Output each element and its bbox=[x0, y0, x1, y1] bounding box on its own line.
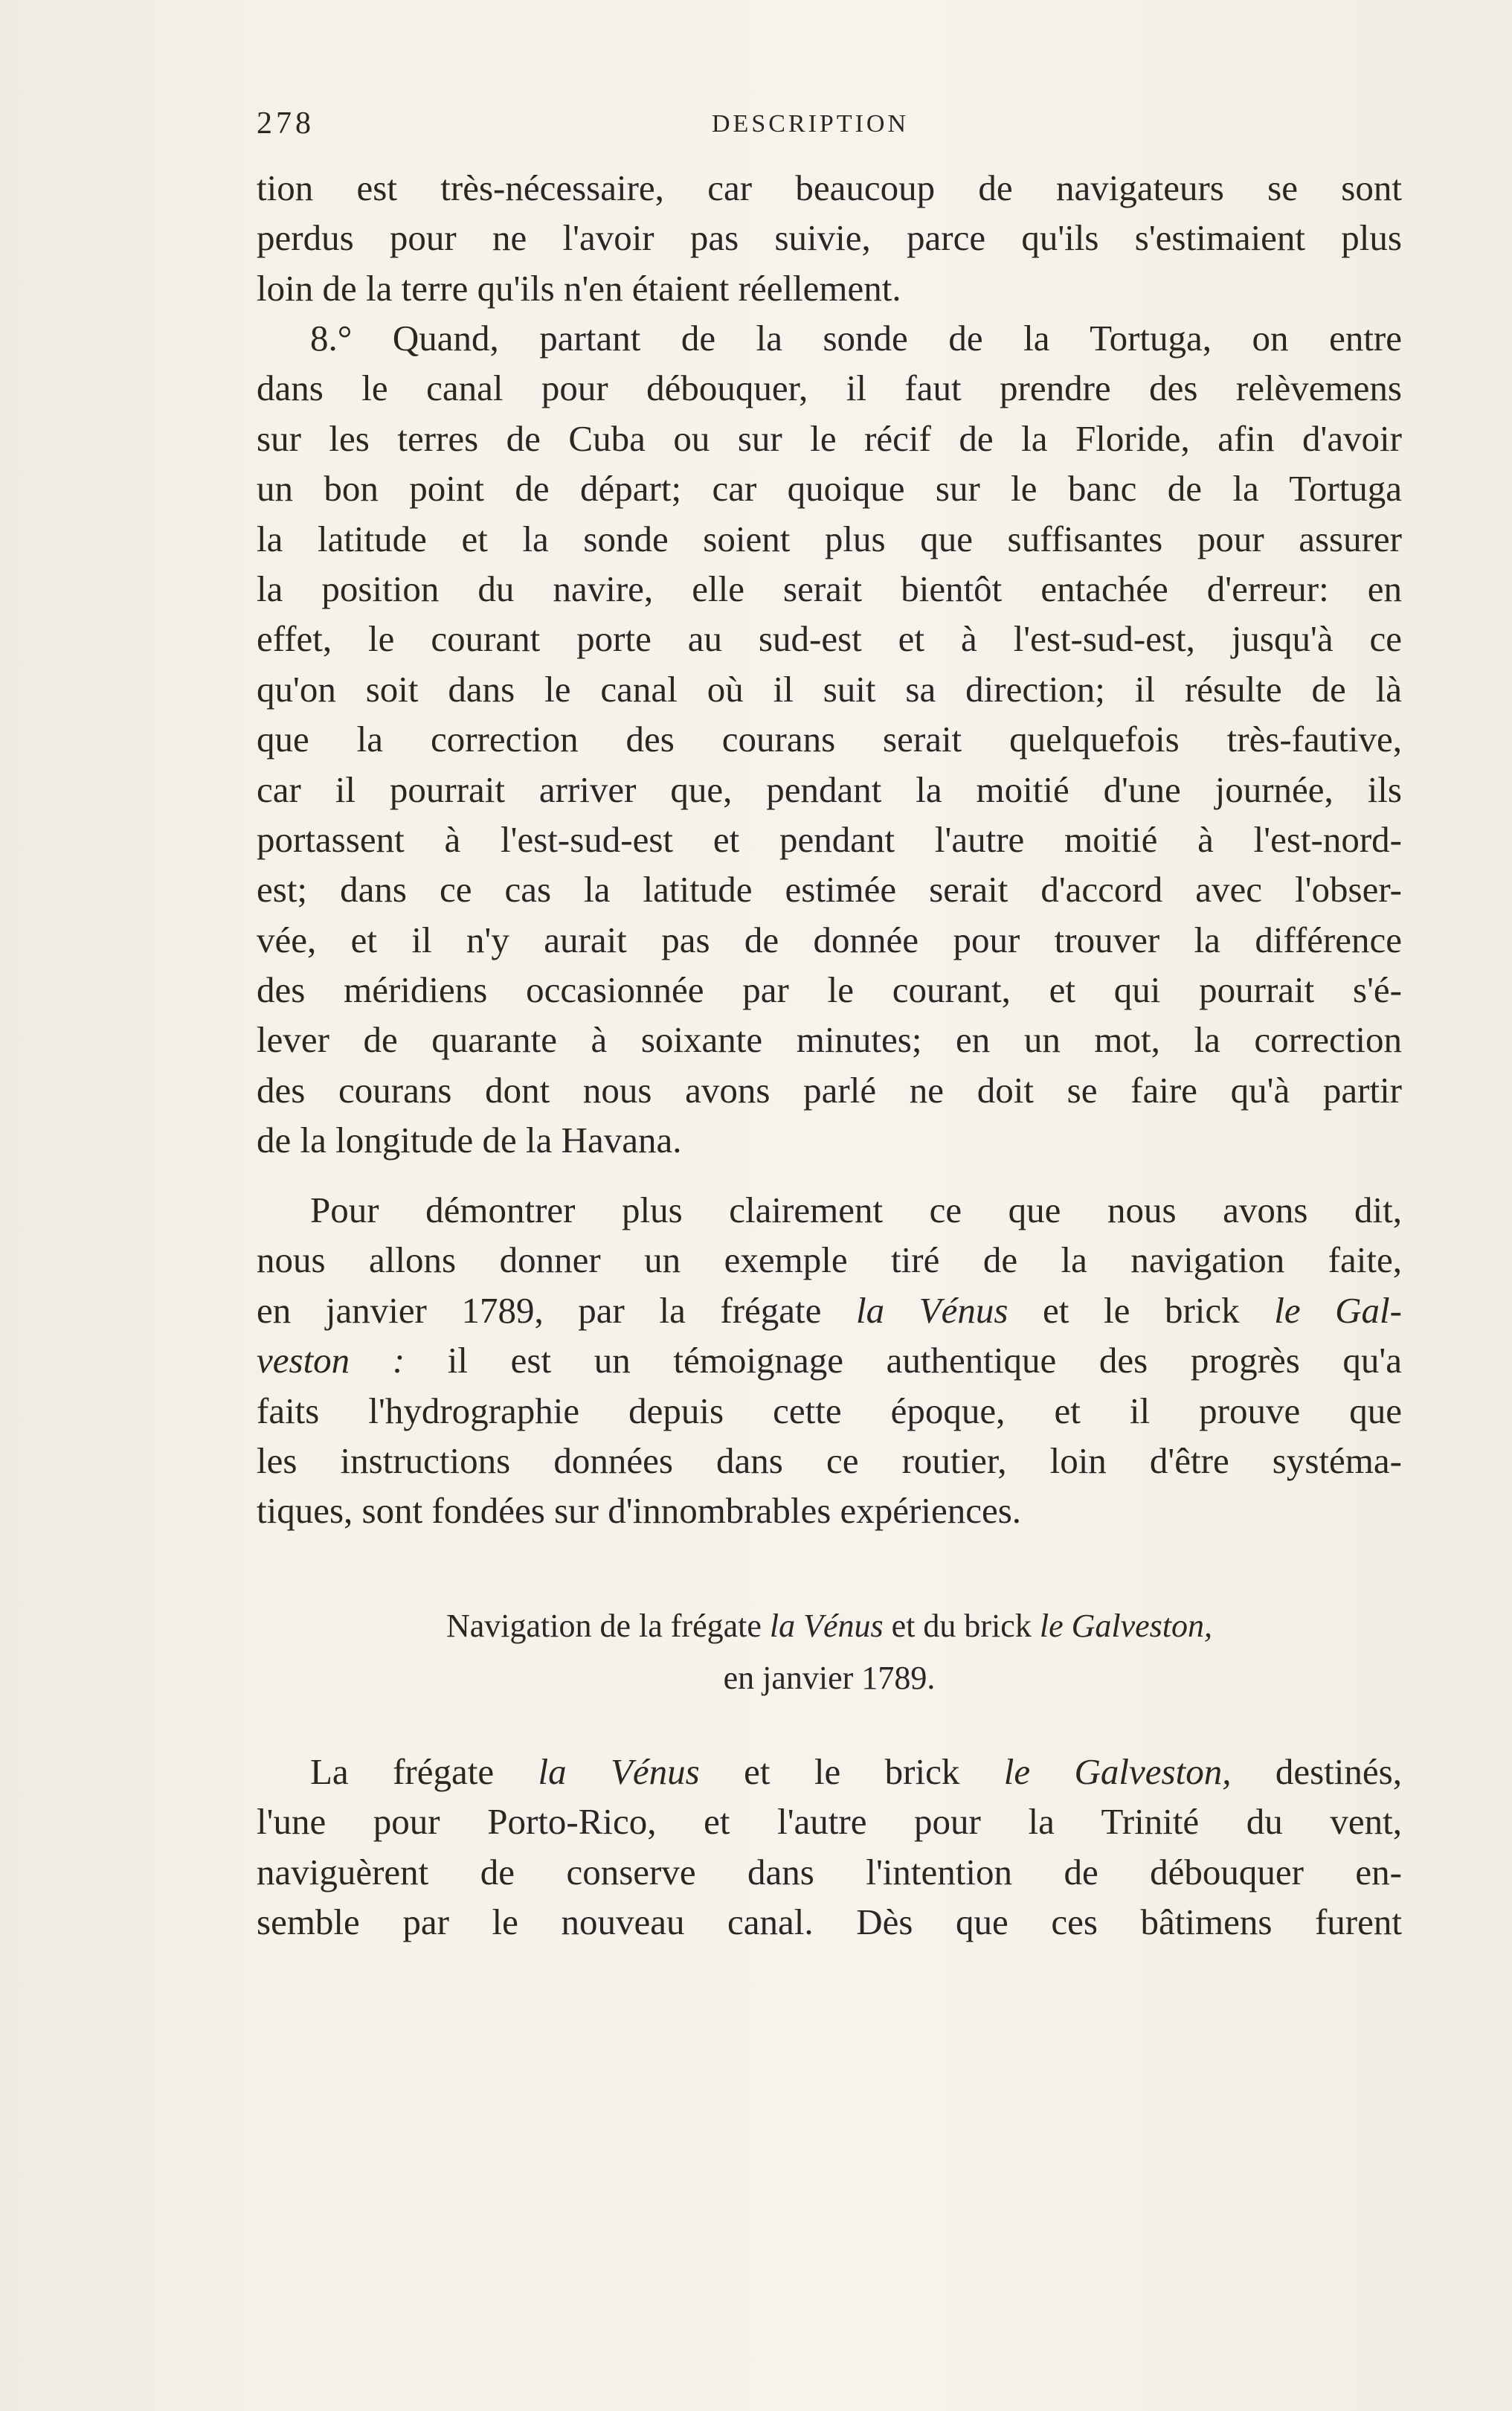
text-line: des courans dont nous avons parlé ne doit se faire qu'à partir bbox=[257, 1069, 1402, 1111]
text-line: semble par le nouveau canal. Dès que ces bâtimens furent bbox=[257, 1901, 1402, 1943]
text-line: l'une pour Porto-Rico, et l'autre pour la Trinité du vent, bbox=[257, 1801, 1402, 1843]
text-line: vée, et il n'y aurait pas de donnée pour trouver la différence bbox=[257, 919, 1402, 960]
text-line: faits l'hydrographie depuis cette époque, et il prouve que bbox=[257, 1390, 1402, 1431]
text-line: sur les terres de Cuba ou sur le récif de la Floride, afin d'avoir bbox=[257, 417, 1402, 459]
text-line: des méridiens occasionnée par le courant, et qui pourrait s'é- bbox=[257, 969, 1402, 1011]
ship-name-galveston-cont: veston : bbox=[257, 1340, 405, 1381]
text-line: effet, le courant porte au sud-est et à l'est-sud-est, jusqu'à ce bbox=[257, 618, 1402, 660]
page-number: 278 bbox=[257, 106, 315, 141]
text-line: que la correction des courans serait quelquefois très-fautive, bbox=[257, 719, 1402, 760]
text-line: dans le canal pour débouquer, il faut prendre des relèvemens bbox=[257, 367, 1402, 409]
section-title-date: en janvier 1789. bbox=[723, 1660, 936, 1696]
text-line: tion est très-nécessaire, car beaucoup de navigateurs se sont bbox=[257, 167, 1402, 208]
paragraph-example bbox=[257, 1185, 1402, 1536]
paragraph-navigation bbox=[257, 1747, 1402, 1948]
text-segment: en janvier 1789, par la frégate bbox=[257, 1289, 856, 1331]
text-line-mixed bbox=[257, 1747, 1402, 1797]
paragraph-continuation bbox=[257, 163, 1402, 313]
paragraph-point-8 bbox=[257, 313, 1402, 1166]
text-segment: et le brick bbox=[1008, 1289, 1275, 1331]
text-segment: et le brick bbox=[699, 1751, 1004, 1792]
text-line: loin de la terre qu'ils n'en étaient réellement. bbox=[257, 267, 901, 309]
text-line-mixed bbox=[257, 1335, 1402, 1385]
ship-name-venus: la Vénus bbox=[538, 1751, 700, 1792]
section-title-line bbox=[257, 1600, 1402, 1652]
ship-name-galveston: le Galveston, bbox=[1003, 1751, 1232, 1792]
text-line: la position du navire, elle serait bientôt entachée d'erreur: en bbox=[257, 568, 1402, 609]
text-line: 8.° Quand, partant de la sonde de la Tortuga, on entre bbox=[310, 318, 1402, 359]
text-line: portassent à l'est-sud-est et pendant l'autre moitié à l'est-nord- bbox=[257, 818, 1402, 860]
text-line: perdus pour ne l'avoir pas suivie, parce qu'ils s'estimaient plus bbox=[257, 217, 1402, 259]
text-line: Pour démontrer plus clairement ce que nous avons dit, bbox=[310, 1190, 1402, 1230]
text-line: car il pourrait arriver que, pendant la moitié d'une journée, ils bbox=[257, 768, 1402, 810]
running-title: DESCRIPTION bbox=[712, 110, 910, 138]
text-segment: et du brick bbox=[883, 1608, 1040, 1644]
text-line: lever de quarante à soixante minutes; en un mot, la correction bbox=[257, 1019, 1402, 1061]
ship-name-venus: la Vénus bbox=[769, 1608, 884, 1644]
ship-name-galveston: le Galveston, bbox=[1039, 1608, 1213, 1644]
ship-name-venus: la Vénus bbox=[856, 1289, 1008, 1331]
text-line: qu'on soit dans le canal où il suit sa direction; il résulte de là bbox=[257, 668, 1402, 710]
text-line: la latitude et la sonde soient plus que suffisantes pour assurer bbox=[257, 518, 1402, 559]
page-header bbox=[257, 106, 1402, 150]
text-segment: La frégate bbox=[310, 1751, 538, 1792]
text-line: est; dans ce cas la latitude estimée serait d'accord avec l'obser- bbox=[257, 869, 1402, 911]
text-line: un bon point de départ; car quoique sur le banc de la Tortuga bbox=[257, 468, 1402, 510]
text-line: nous allons donner un exemple tiré de la navigation faite, bbox=[257, 1239, 1402, 1281]
text-segment: Navigation de la frégate bbox=[445, 1608, 770, 1644]
text-line: tiques, sont fondées sur d'innombrables expériences. bbox=[257, 1490, 1022, 1532]
text-segment: il est un témoignage authentique des progrès qu'a bbox=[405, 1340, 1403, 1381]
text-line: les instructions données dans ce routier, loin d'être systéma- bbox=[257, 1439, 1402, 1481]
section-title bbox=[257, 1600, 1402, 1704]
text-line: naviguèrent de conserve dans l'intention de débouquer en- bbox=[257, 1851, 1402, 1892]
text-segment: destinés, bbox=[1231, 1751, 1402, 1792]
text-line: de la longitude de la Havana. bbox=[257, 1120, 682, 1161]
ship-name-galveston: le Gal- bbox=[1274, 1289, 1402, 1331]
text-line-mixed bbox=[257, 1285, 1402, 1335]
